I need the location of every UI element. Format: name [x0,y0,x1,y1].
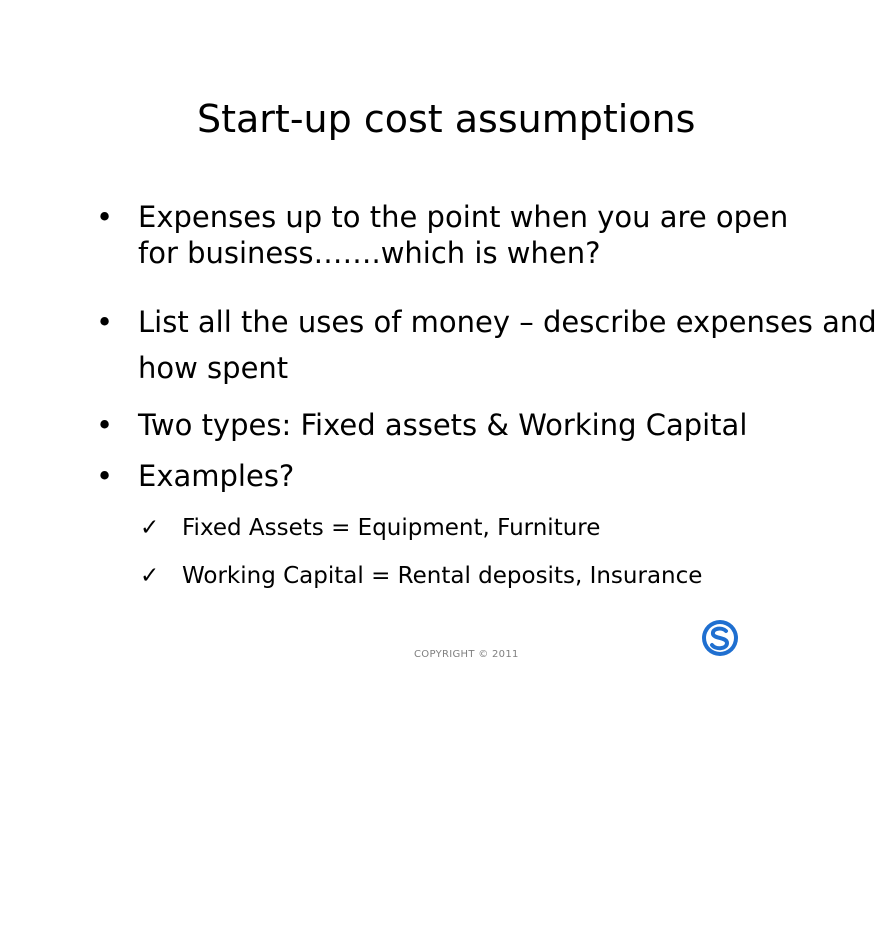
bullet-3-line-1: Two types: Fixed assets & Working Capital [138,408,748,442]
bullet-1-line-2: for business…….which is when? [138,236,601,270]
bullet-4-line-1: Examples? [138,459,295,493]
sub-bullet-2: Working Capital = Rental deposits, Insurance [182,563,703,589]
slide-title: Start-up cost assumptions [197,97,696,141]
bullet-dot: • [96,305,114,339]
bullet-2-line-2: how spent [138,351,289,385]
s-logo-icon [700,618,740,658]
copyright-footer: COPYRIGHT © 2011 [414,649,519,660]
checkmark-icon: ✓ [140,563,160,589]
checkmark-icon: ✓ [140,515,160,541]
bullet-dot: • [96,408,114,442]
bullet-1-line-1: Expenses up to the point when you are open [138,200,789,234]
bullet-2-line-1: List all the uses of money – describe expenses and [138,305,877,339]
bullet-dot: • [96,200,114,234]
sub-bullet-1: Fixed Assets = Equipment, Furniture [182,515,601,541]
bullet-dot: • [96,459,114,493]
